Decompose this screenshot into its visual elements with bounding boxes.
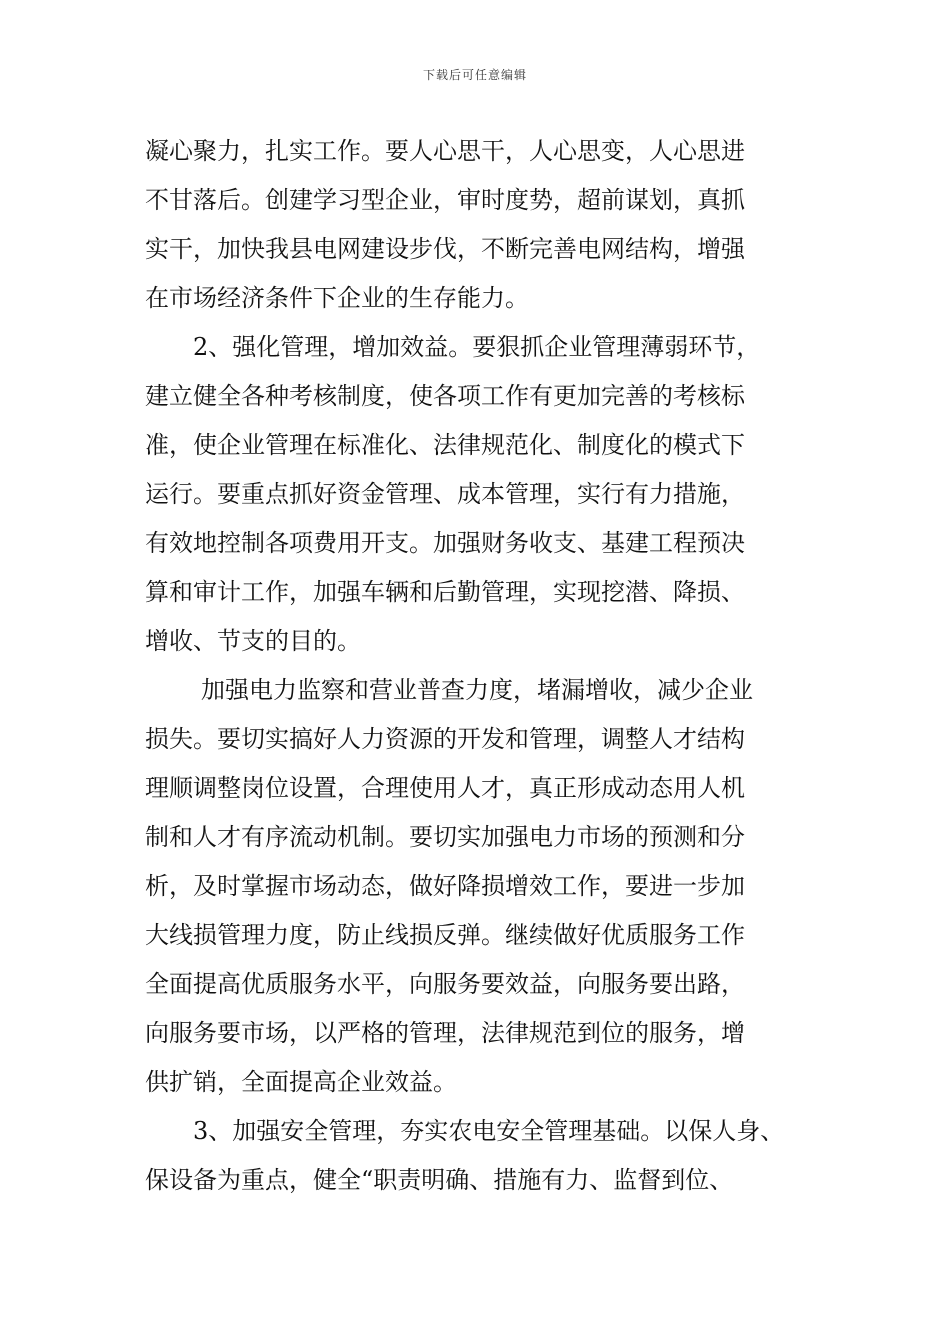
- text-line: 实干，加快我县电网建设步伐，不断完善电网结构，增强: [145, 235, 745, 263]
- text-line: 理顺调整岗位设置，合理使用人才，真正形成动态用人机: [145, 774, 745, 802]
- paragraph: [145, 666, 825, 1107]
- text-line: 供扩销，全面提高企业效益。: [145, 1068, 457, 1096]
- text-line: 2、强化管理，增加效益。要狠抓企业管理薄弱环节，: [193, 333, 761, 361]
- paragraph: [145, 127, 825, 323]
- text-line: 大线损管理力度，防止线损反弹。继续做好优质服务工作: [145, 921, 745, 949]
- text-line: 建立健全各种考核制度，使各项工作有更加完善的考核标: [145, 382, 745, 410]
- text-line: 向服务要市场，以严格的管理，法律规范到位的服务，增: [145, 1019, 745, 1047]
- text-line: 全面提高优质服务水平，向服务要效益，向服务要出路，: [145, 970, 745, 998]
- text-line: 析，及时掌握市场动态，做好降损增效工作，要进一步加: [145, 872, 745, 900]
- document-body: [145, 127, 825, 1205]
- text-line: 有效地控制各项费用开支。加强财务收支、基建工程预决: [145, 529, 745, 557]
- text-line: 准，使企业管理在标准化、法律规范化、制度化的模式下: [145, 431, 745, 459]
- paragraph: [145, 323, 825, 666]
- text-line: 3、加强安全管理，夯实农电安全管理基础。以保人身、: [193, 1117, 785, 1145]
- paragraph: [145, 1107, 825, 1205]
- text-line: 加强电力监察和营业普查力度，堵漏增收，减少企业: [201, 676, 753, 704]
- page-header: 下载后可任意编辑: [422, 68, 527, 82]
- text-line: 算和审计工作，加强车辆和后勤管理，实现挖潜、降损、: [145, 578, 745, 606]
- text-line: 运行。要重点抓好资金管理、成本管理，实行有力措施，: [145, 480, 745, 508]
- text-line: 制和人才有序流动机制。要切实加强电力市场的预测和分: [145, 823, 745, 851]
- text-line: 不甘落后。创建学习型企业，审时度势，超前谋划，真抓: [145, 186, 745, 214]
- text-line: 保设备为重点，健全“职责明确、措施有力、监督到位、: [145, 1166, 734, 1194]
- text-line: 在市场经济条件下企业的生存能力。: [145, 284, 529, 312]
- text-line: 增收、节支的目的。: [145, 627, 361, 655]
- text-line: 凝心聚力，扎实工作。要人心思干，人心思变，人心思进: [145, 137, 745, 165]
- text-line: 损失。要切实搞好人力资源的开发和管理，调整人才结构: [145, 725, 745, 753]
